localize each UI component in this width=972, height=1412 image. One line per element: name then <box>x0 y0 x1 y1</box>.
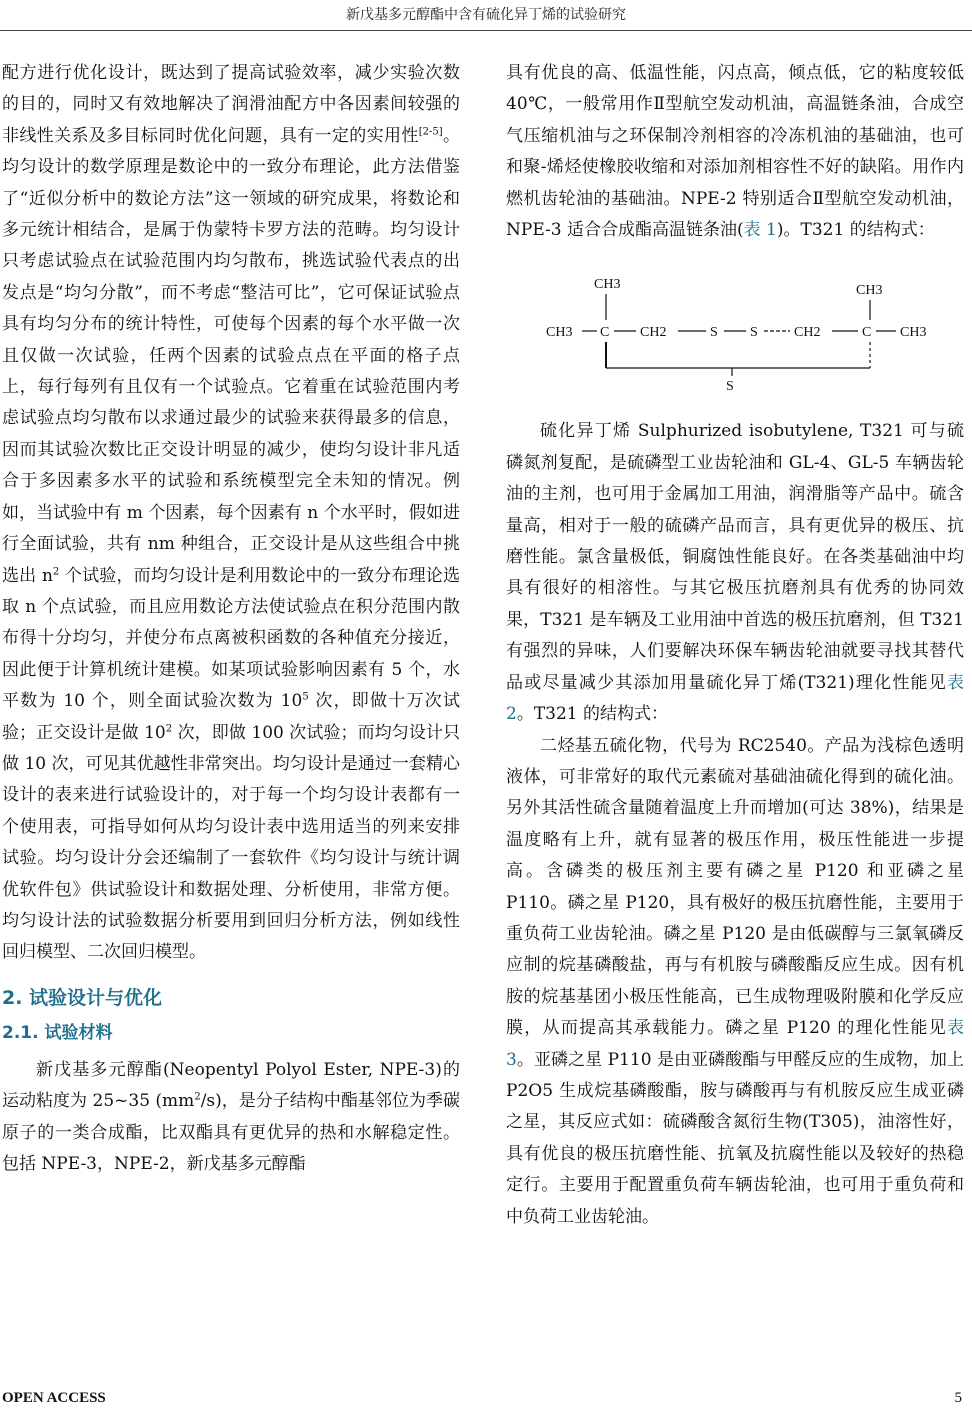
formula-s1: S <box>710 325 718 341</box>
formula-s-bottom: S <box>726 379 734 395</box>
paragraph-uniform-design: 配方进行优化设计，既达到了提高试验效率，减少实验次数的目的，同时又有效地解决了润滑油配方中各因素间较强的非线性关系及多目标同时优化问题，具有一定的实用性[2-5]。均匀设计的数学原理是数论中的一致分布理论，此方法借鉴了“近似分析中的数论方法”这一领域的研究成果，将数论和多元统计相结合，是属于伪蒙特卡罗方法的范畴。均匀设计只考虑试验点在试验范围内均匀散布，挑选试验代表点的出发点是“均匀分散”，而不考虑“整洁可比”，它可保证试验点具有均匀分布的统计特性，可使每个因素的每个水平做一次且仅做一次试验，任两个因素的试验点点在平面的格子点上，每行每列有且仅有一个试验点。它着重在试验范围内考虑试验点均匀散布以求通过最少的试验来获得最多的信息，因而其试验次数比正交设计明显的减少，使均匀设计非凡适合于多因素多水平的试验和系统模型完全未知的情况。例如，当试验中有 m 个因素，每个因素有 n 个水平时，假如进行全面试验，共有 nm 种组合，正交设计是从这些组合中挑选出 $n^2$ 个试验，而均匀设计是利用数论中的一致分布理论选取 n 个点试验，而且应用数论方法使试验点在积分范围内散布得十分均匀，并使分布点离被积函数的各种值充分接近，因此便于计算机统计建模。如某项试验影响因素有 5 个，水平数为 10 个，则全面试验次数为 $10^5$ 次，即做十万次试验；正交设计是做 $10^2$ 次，即做 100 次试验；而均匀设计只做 10 次，可见其优越性非常突出。均匀设计是通过一套精心设计的表来进行试验设计的，对于每一个均匀设计表都有一个使用表，可指导如何从均匀设计表中选用适当的列来安排试验。均匀设计分会还编制了一套软件《均匀设计与统计调优软件包》供试验设计和数据处理、分析使用，非常方便。均匀设计法的试验数据分析要用到回归分析方法，例如线性回归模型、二次回归模型。 <box>2 63 461 963</box>
running-header: 新戊基多元醇酯中含有硫化异丁烯的试验研究 <box>346 7 626 23</box>
subsection-heading-2-1: 2.1. 试验材料 <box>2 1022 113 1043</box>
formula-ch3-top-left: CH3 <box>594 277 621 293</box>
formula-s2: S <box>750 325 758 341</box>
table-3-link[interactable]: 表 3 <box>506 1018 964 1070</box>
header-rule <box>0 30 972 31</box>
right-column <box>506 58 964 1233</box>
formula-ch2-right: CH2 <box>794 325 821 341</box>
formula-ch3-left: CH3 <box>546 325 573 341</box>
paragraph-rc2540: 二烃基五硫化物，代号为 RC2540。产品为浅棕色透明液体，可非常好的取代元素硫对基础油硫化得到的硫化油。另外其活性硫含量随着温度上升而增加(可达 38%)，结果是温度略有上升，就有显著的极压作用，极压性能进一步提高。含磷类的极压剂主要有磷之星 P120 和亚磷之星 P110。磷之星 P120，具有极好的极压抗磨性能，主要用于重负荷工业齿轮油。磷之星 P120 是由低碳醇与三氯氧磷反应制的烷基磷酸盐，再与有机胺与磷酸酯反应生成。因有机胺的烷基基团小极压性能高，已生成物理吸附膜和化学反应膜，从而提高其承载能力。磷之星 P120 的理化性能见表 3。亚磷之星 P110 是由亚磷酸酯与甲醛反应的生成物，加上 P2O5 生成烷基磷酸酯，胺与磷酸再与有机胺反应生成亚磷之星，其反应式如：硫磷酸含氮衍生物(T305)，油溶性好，具有优良的极压抗磨性能、抗氧及抗腐性能以及较好的热稳定行。主要用于配置重负荷车辆齿轮油，也可用于重负荷和中负荷工业齿轮油。 <box>506 735 964 1227</box>
formula-c-left: C <box>600 325 610 341</box>
page-number: 5 <box>954 1390 962 1406</box>
paragraph-t321: 硫化异丁烯 Sulphurized isobutylene, T321 可与硫磷氮剂复配，是硫磷型工业齿轮油和 GL-4、GL-5 车辆齿轮油的主剂，也可用于金属加工用油，润滑脂等产品中。硫含量高，相对于一般的硫磷产品而言，具有更优异的极压、抗磨性能。氯含量极低，铜腐蚀性能良好。在各类基础油中均具有很好的相溶性。与其它极压抗磨剂具有优秀的协同效果，T321 是车辆及工业用油中首选的极压抗磨剂，但 T321 有强烈的异味，人们要解决环保车辆齿轮油就要寻找其替代品或尽量减少其添加用量硫化异丁烯(T321)理化性能见表2。T321 的结构式： <box>506 421 964 725</box>
table-2-link[interactable]: 表2 <box>506 672 964 725</box>
left-column <box>2 58 460 1180</box>
formula-ch3-right: CH3 <box>900 325 927 341</box>
section-heading-2: 2. 试验设计与优化 <box>2 986 163 1009</box>
paragraph-npe: 新戊基多元醇酯(Neopentyl Polyol Ester, NPE-3)的运动粘度为 25~35 $(mm^2/s)$，是分子结构中酯基邻位为季碳原子的一类合成酯，比双酯具有更优异的热和水解稳定性。包括 NPE-3，NPE-2，新戊基多元醇酯 <box>2 1059 460 1174</box>
table-1-link[interactable]: 表 1 <box>743 220 777 241</box>
t321-structural-formula <box>506 264 964 402</box>
footer-open-access: OPEN ACCESS <box>2 1390 106 1406</box>
formula-c-right: C <box>862 325 872 341</box>
formula-ch3-top-right: CH3 <box>856 283 883 299</box>
formula-ch2-left: CH2 <box>640 325 667 341</box>
paragraph-npe-continued: 具有优良的高、低温性能，闪点高，倾点低，它的粘度较低 40℃，一般常用作Ⅱ型航空发动机油，高温链条油，合成空气压缩机油与之环保制冷剂相容的冷冻机油的基础油，也可和聚-烯烃使橡胶收缩和对添加剂相容性不好的缺陷。用作内燃机齿轮油的基础油。NPE-2 特别适合Ⅱ型航空发动机油，NPE-3 适合合成酯高温链条油(表 1)。T321 的结构式： <box>506 63 964 241</box>
citation[interactable]: [2-5] <box>418 126 443 138</box>
